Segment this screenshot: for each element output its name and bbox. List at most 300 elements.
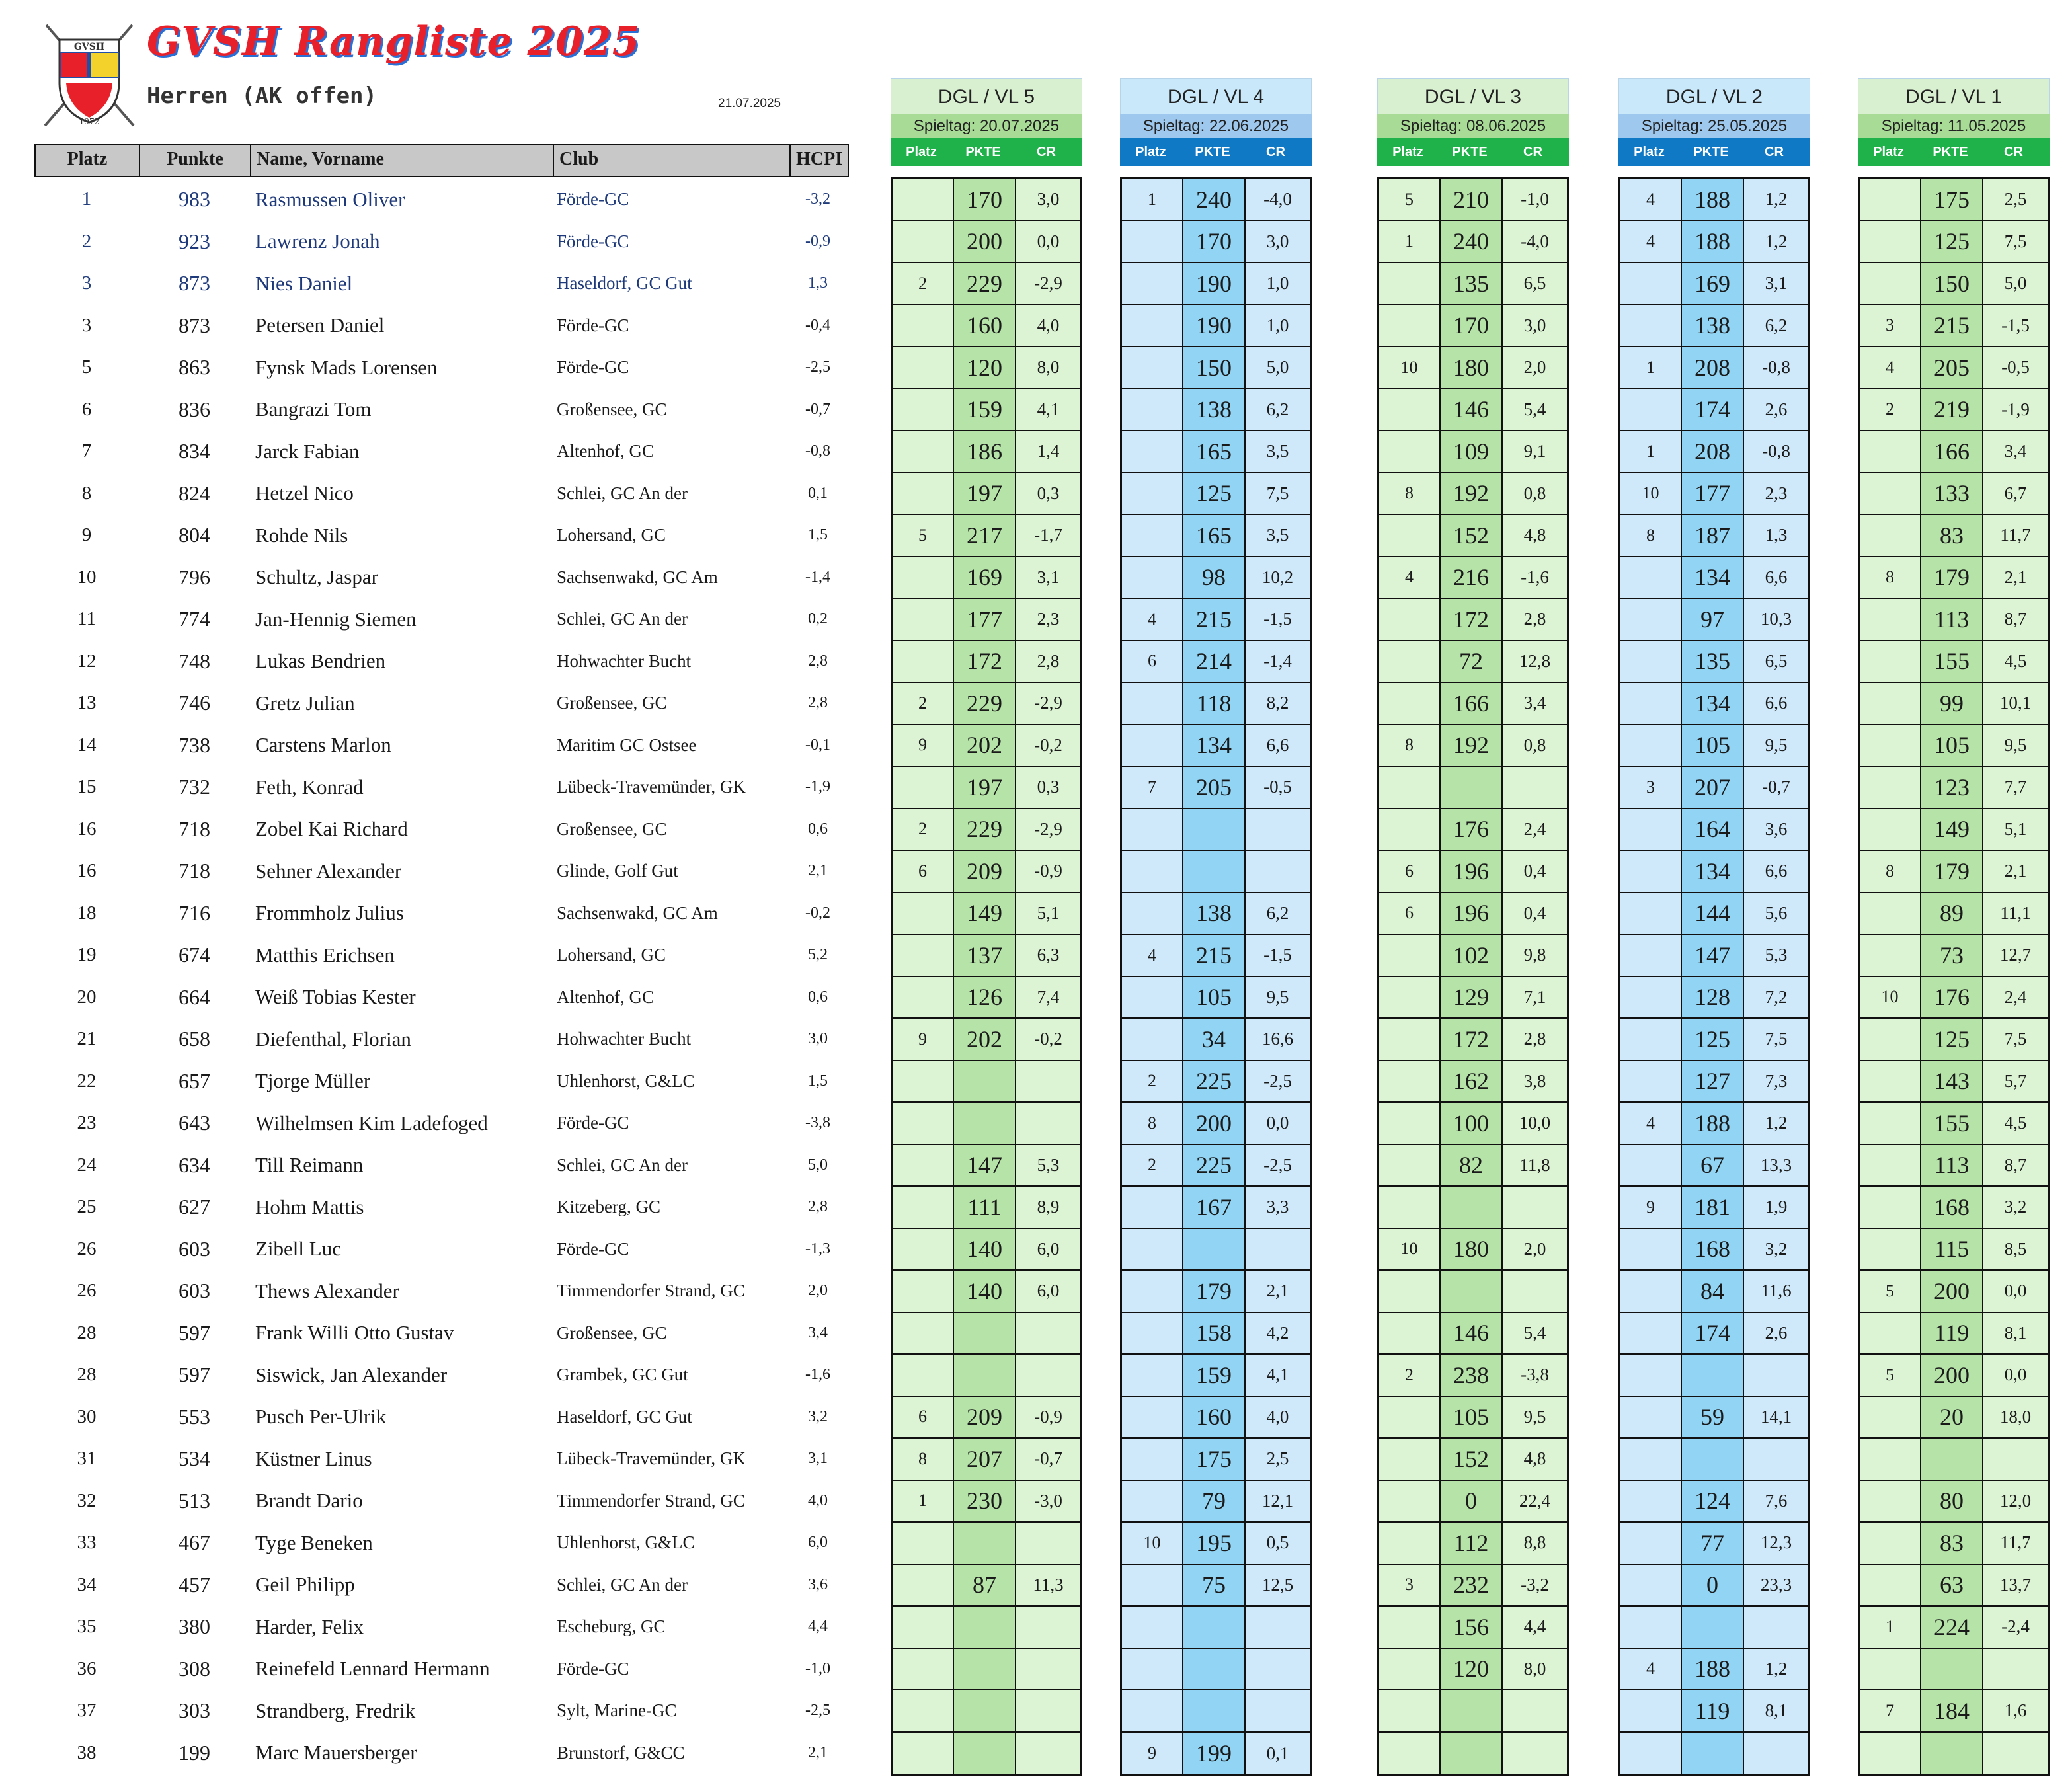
round-cr-cell: 6,5 [1503,263,1567,304]
round-rank-cell [1860,1019,1921,1060]
round-points-cell: 63 [1921,1565,1983,1606]
sub-platz: Platz [1873,145,1904,159]
round-cr-cell: -3,2 [1503,1565,1567,1606]
player-name: Tjorge Müller [255,1069,371,1093]
round-points-cell: 125 [1921,1019,1983,1060]
round-cr-cell: 6,5 [1744,641,1808,682]
round-points-cell: 0 [1441,1481,1503,1522]
round-cr-cell: 2,8 [1503,1019,1567,1060]
round-points-cell [954,1103,1016,1144]
ranking-row [34,346,846,389]
round-cr-cell: 0,0 [1016,221,1080,262]
ranking-row [34,850,846,893]
round-row [1379,515,1567,557]
player-name: Weiß Tobias Kester [255,985,416,1009]
round-cr-cell [1246,1649,1310,1690]
round-title: DGL / VL 3 [1377,78,1569,114]
player-name: Carstens Marlon [255,733,391,757]
round-rank-cell [1860,431,1921,472]
round-cr-cell: 3,0 [1246,221,1310,262]
round-points-cell: 113 [1921,599,1983,640]
round-cr-cell: 1,0 [1246,263,1310,304]
hcpi-cell: 5,2 [808,946,828,964]
round-cr-cell: -3,0 [1016,1481,1080,1522]
round-rank-cell [1122,347,1183,388]
round-rank-cell: 8 [1620,515,1682,556]
round-row [1122,557,1310,600]
round-header [1377,78,1569,166]
round-row [1379,1313,1567,1355]
club-name: Timmendorfer Strand, GC [557,1281,745,1301]
round-rank-cell [893,1061,954,1102]
points-cell: 603 [179,1279,210,1303]
round-rank-cell: 2 [893,809,954,850]
svg-text:1972: 1972 [79,117,100,126]
round-cr-cell: -2,5 [1246,1061,1310,1102]
round-points-cell: 240 [1441,221,1503,262]
round-cr-cell: 3,8 [1503,1061,1567,1102]
round-table [1377,177,1569,1776]
round-points-cell: 146 [1441,1313,1503,1354]
round-cr-cell: 22,4 [1503,1481,1567,1522]
round-cr-cell: -0,7 [1744,767,1808,808]
player-name: Feth, Konrad [255,775,364,799]
rank-cell: 18 [77,902,97,924]
player-name: Fynsk Mads Lorensen [255,355,438,379]
sub-platz: Platz [1135,145,1166,159]
round-row [1379,1481,1567,1523]
round-cr-cell: 3,3 [1246,1187,1310,1228]
round-cr-cell: 7,5 [1744,1019,1808,1060]
points-cell: 716 [179,900,210,925]
round-cr-cell: -0,9 [1016,1397,1080,1438]
round-row [1860,1187,2048,1229]
round-points-cell [1682,1355,1744,1396]
round-row [1860,1145,2048,1187]
round-points-cell: 138 [1183,893,1246,934]
round-row [1860,809,2048,852]
sub-pkte: PKTE [1195,145,1230,159]
round-cr-cell: 4,5 [1983,641,2048,682]
round-rank-cell [1860,179,1921,220]
round-cr-cell: 8,7 [1983,1145,2048,1186]
round-rank-cell: 5 [893,515,954,556]
round-points-cell: 72 [1441,641,1503,682]
round-row [1620,977,1808,1019]
round-cr-cell: 3,4 [1983,431,2048,472]
round-points-cell: 202 [954,1019,1016,1060]
round-rank-cell [1620,977,1682,1018]
round-row [1620,1187,1808,1229]
round-cr-cell: 0,0 [1983,1271,2048,1312]
round-rank-cell [893,893,954,934]
round-rank-cell [1379,599,1441,640]
round-cr-cell: 6,2 [1246,893,1310,934]
round-points-cell: 190 [1183,305,1246,346]
ranking-row [34,1438,846,1480]
round-rank-cell [1620,641,1682,682]
round-rank-cell: 7 [1122,767,1183,808]
round-rank-cell [1379,1103,1441,1144]
round-cr-cell: -4,0 [1503,221,1567,262]
points-cell: 718 [179,859,210,883]
round-rank-cell [1620,935,1682,976]
rank-cell: 12 [77,650,97,672]
sub-platz: Platz [1392,145,1423,159]
round-cr-cell: -1,7 [1016,515,1080,556]
rank-cell: 8 [81,482,92,504]
points-cell: 308 [179,1656,210,1681]
player-name: Siswick, Jan Alexander [255,1363,448,1386]
hcpi-cell: 0,2 [808,610,828,628]
round-points-cell: 230 [954,1481,1016,1522]
rank-cell: 36 [77,1657,97,1679]
round-subheader [891,138,1082,166]
rank-cell: 25 [77,1196,97,1218]
round-points-cell: 125 [1682,1019,1744,1060]
round-points-cell: 134 [1682,851,1744,892]
round-points-cell: 170 [1441,305,1503,346]
rank-cell: 26 [77,1280,97,1302]
round-rank-cell [1122,1607,1183,1648]
hcpi-cell: 3,2 [808,1408,828,1425]
round-row [1379,473,1567,516]
round-row [893,893,1080,935]
round-cr-cell [1246,851,1310,892]
round-rank-cell [1860,1649,1921,1690]
rank-cell: 1 [81,188,92,210]
sub-platz: Platz [1634,145,1665,159]
round-points-cell [954,1355,1016,1396]
round-cr-cell: 12,7 [1983,935,2048,976]
round-cr-cell: 10,1 [1983,683,2048,724]
player-name: Petersen Daniel [255,313,385,337]
club-name: Großensee, GC [557,818,667,839]
round-row [1860,1565,2048,1607]
col-club: Club [554,145,791,176]
points-cell: 457 [179,1572,210,1597]
player-name: Zobel Kai Richard [255,817,408,841]
hcpi-cell: -1,0 [805,1659,830,1677]
round-points-cell: 188 [1682,179,1744,220]
round-cr-cell: 3,4 [1503,683,1567,724]
round-rank-cell [1122,1565,1183,1606]
round-points-cell: 229 [954,263,1016,304]
round-cr-cell [1503,1187,1567,1228]
round-points-cell [1441,1733,1503,1775]
round-row [1620,515,1808,557]
round-row [1620,1229,1808,1271]
round-rank-cell [1379,935,1441,976]
round-date: Spieltag: 25.05.2025 [1618,114,1810,138]
round-row [893,1481,1080,1523]
round-row [1860,1229,2048,1271]
round-points-cell: 216 [1441,557,1503,598]
round-cr-cell: 8,0 [1016,347,1080,388]
round-rank-cell: 1 [1860,1607,1921,1648]
round-row [1122,1649,1310,1691]
round-cr-cell [1503,1690,1567,1731]
round-points-cell: 199 [1183,1733,1246,1775]
hcpi-cell: -0,4 [805,316,830,334]
round-points-cell: 177 [954,599,1016,640]
player-name: Till Reimann [255,1153,364,1177]
round-row [1620,1481,1808,1523]
round-row [1860,515,2048,557]
rank-cell: 28 [77,1322,97,1343]
sub-cr: CR [2004,145,2023,159]
round-points-cell [954,1523,1016,1564]
round-points-cell: 77 [1682,1523,1744,1564]
round-points-cell: 168 [1921,1187,1983,1228]
hcpi-cell: 1,3 [808,274,828,292]
round-cr-cell: 5,4 [1503,1313,1567,1354]
ranking-row [34,389,846,431]
round-points-cell [1183,809,1246,850]
round-row [893,1019,1080,1061]
round-cr-cell: -0,5 [1983,347,2048,388]
round-row [1379,179,1567,221]
round-points-cell: 167 [1183,1187,1246,1228]
club-name: Schlei, GC An der [557,609,688,629]
round-rank-cell [1122,809,1183,850]
round-row [1620,1523,1808,1565]
round-points-cell: 169 [1682,263,1744,304]
round-row [1620,431,1808,473]
round-table [1120,177,1312,1776]
round-rank-cell [1122,851,1183,892]
round-points-cell: 155 [1921,641,1983,682]
round-row [1122,1145,1310,1187]
round-rank-cell: 1 [1379,221,1441,262]
round-rank-cell [893,347,954,388]
round-cr-cell: 7,5 [1983,1019,2048,1060]
round-rank-cell [893,179,954,220]
round-row [1122,221,1310,264]
round-cr-cell: 8,5 [1983,1229,2048,1270]
round-points-cell: 67 [1682,1145,1744,1186]
round-cr-cell: -2,5 [1246,1145,1310,1186]
round-points-cell: 100 [1441,1103,1503,1144]
round-cr-cell: 4,1 [1016,389,1080,430]
round-points-cell: 83 [1921,515,1983,556]
round-points-cell: 34 [1183,1019,1246,1060]
round-row [1860,179,2048,221]
round-rank-cell [1860,221,1921,262]
round-points-cell [954,1690,1016,1731]
round-points-cell: 187 [1682,515,1744,556]
round-points-cell: 165 [1183,431,1246,472]
round-cr-cell: -2,4 [1983,1607,2048,1648]
round-row [1379,641,1567,684]
round-points-cell: 165 [1183,515,1246,556]
rank-cell: 13 [77,692,97,714]
points-cell: 597 [179,1363,210,1387]
round-row [1620,557,1808,600]
round-rank-cell [1860,1313,1921,1354]
round-points-cell: 238 [1441,1355,1503,1396]
round-row [893,1733,1080,1775]
points-cell: 732 [179,775,210,799]
round-row [1379,1439,1567,1481]
round-points-cell: 197 [954,767,1016,808]
round-rank-cell [893,1103,954,1144]
hcpi-cell: 4,0 [808,1491,828,1509]
round-rank-cell [1620,1523,1682,1564]
round-rank-cell [1860,1103,1921,1144]
round-row [1860,1690,2048,1733]
round-points-cell: 83 [1921,1523,1983,1564]
round-rank-cell [1122,1439,1183,1480]
round-points-cell: 166 [1441,683,1503,724]
hcpi-cell: -0,9 [805,232,830,250]
round-cr-cell: 1,2 [1744,221,1808,262]
round-points-cell: 124 [1682,1481,1744,1522]
col-platz: Platz [36,145,140,176]
round-points-cell: 232 [1441,1565,1503,1606]
round-points-cell: 87 [954,1565,1016,1606]
round-row [1379,1523,1567,1565]
club-name: Förde-GC [557,357,629,378]
round-rank-cell: 10 [1620,473,1682,514]
round-points-cell: 186 [954,431,1016,472]
round-points-cell: 125 [1183,473,1246,514]
round-row [1620,347,1808,389]
club-name: Förde-GC [557,1658,629,1679]
player-name: Rasmussen Oliver [255,187,405,211]
round-cr-cell: 3,1 [1016,557,1080,598]
round-points-cell: 152 [1441,515,1503,556]
rank-cell: 28 [77,1364,97,1386]
round-rank-cell [1620,683,1682,724]
round-rank-cell: 6 [1379,851,1441,892]
club-name: Lübeck-Travemünder, GK [557,777,746,797]
round-rank-cell [893,221,954,262]
round-rank-cell: 4 [1122,935,1183,976]
round-cr-cell: -0,7 [1016,1439,1080,1480]
points-cell: 199 [179,1740,210,1765]
round-rank-cell: 5 [1860,1271,1921,1312]
round-rank-cell [893,557,954,598]
round-rank-cell: 4 [1620,179,1682,220]
round-rank-cell [893,473,954,514]
round-cr-cell: 3,0 [1016,179,1080,220]
ranking-row [34,473,846,515]
round-points-cell: 150 [1921,263,1983,304]
round-rank-cell [1620,1061,1682,1102]
round-cr-cell: 11,7 [1983,1523,2048,1564]
club-name: Haseldorf, GC Gut [557,273,692,294]
club-name: Altenhof, GC [557,441,654,461]
points-cell: 627 [179,1195,210,1219]
round-rank-cell [1379,977,1441,1018]
round-cr-cell: 8,0 [1503,1649,1567,1690]
round-row [1379,599,1567,641]
ranking-row [34,221,846,263]
player-name: Reinefeld Lennard Hermann [255,1657,490,1681]
round-row [893,389,1080,432]
round-row [893,1061,1080,1103]
round-rank-cell [1379,263,1441,304]
points-cell: 657 [179,1068,210,1093]
round-rank-cell: 2 [1379,1355,1441,1396]
player-name: Hetzel Nico [255,481,354,505]
round-points-cell: 159 [1183,1355,1246,1396]
round-row [893,1271,1080,1313]
round-rank-cell [893,1607,954,1648]
round-points-cell: 172 [954,641,1016,682]
ranking-row [34,725,846,767]
round-row [893,1523,1080,1565]
round-rank-cell: 8 [1860,557,1921,598]
hcpi-cell: 6,0 [808,1534,828,1552]
round-rank-cell [1379,1733,1441,1775]
round-row [1379,809,1567,852]
round-cr-cell: -0,9 [1016,851,1080,892]
round-row [1122,767,1310,809]
round-rank-cell [893,1690,954,1731]
round-row [1860,1019,2048,1061]
round-cr-cell: 18,0 [1983,1397,2048,1438]
round-cr-cell [1246,1229,1310,1270]
round-rank-cell [1860,1145,1921,1186]
round-points-cell: 152 [1441,1439,1503,1480]
round-row [1860,221,2048,264]
round-cr-cell: 12,8 [1503,641,1567,682]
points-cell: 738 [179,733,210,757]
round-cr-cell: 9,8 [1503,935,1567,976]
round-cr-cell: 2,1 [1983,557,2048,598]
round-row [1620,1355,1808,1397]
round-row [1860,1523,2048,1565]
round-points-cell: 166 [1921,431,1983,472]
points-cell: 923 [179,229,210,253]
round-row [1620,1019,1808,1061]
round-rank-cell [1122,473,1183,514]
round-cr-cell: 6,6 [1744,557,1808,598]
round-rank-cell [1860,1523,1921,1564]
points-cell: 467 [179,1531,210,1555]
round-rank-cell [1860,515,1921,556]
round-row [1620,641,1808,684]
round-cr-cell [1246,1607,1310,1648]
round-rank-cell [1620,1565,1682,1606]
round-row [893,599,1080,641]
round-points-cell: 123 [1921,767,1983,808]
round-rank-cell [1379,1145,1441,1186]
round-row [1379,263,1567,305]
points-cell: 664 [179,984,210,1009]
hcpi-cell: 0,6 [808,820,828,838]
round-points-cell: 82 [1441,1145,1503,1186]
round-cr-cell: 12,0 [1983,1481,2048,1522]
round-row [1860,1061,2048,1103]
round-cr-cell: 7,5 [1246,473,1310,514]
hcpi-cell: -0,2 [805,904,830,922]
round-row [893,221,1080,264]
hcpi-cell: 0,1 [808,484,828,502]
round-row [893,1103,1080,1145]
round-rank-cell [893,1187,954,1228]
round-date: Spieltag: 08.06.2025 [1377,114,1569,138]
round-points-cell [1682,1733,1744,1775]
round-points-cell: 89 [1921,893,1983,934]
round-rank-cell [1860,1397,1921,1438]
round-points-cell: 209 [954,851,1016,892]
round-cr-cell: 9,5 [1246,977,1310,1018]
round-row [1860,431,2048,473]
round-rank-cell: 3 [1379,1565,1441,1606]
